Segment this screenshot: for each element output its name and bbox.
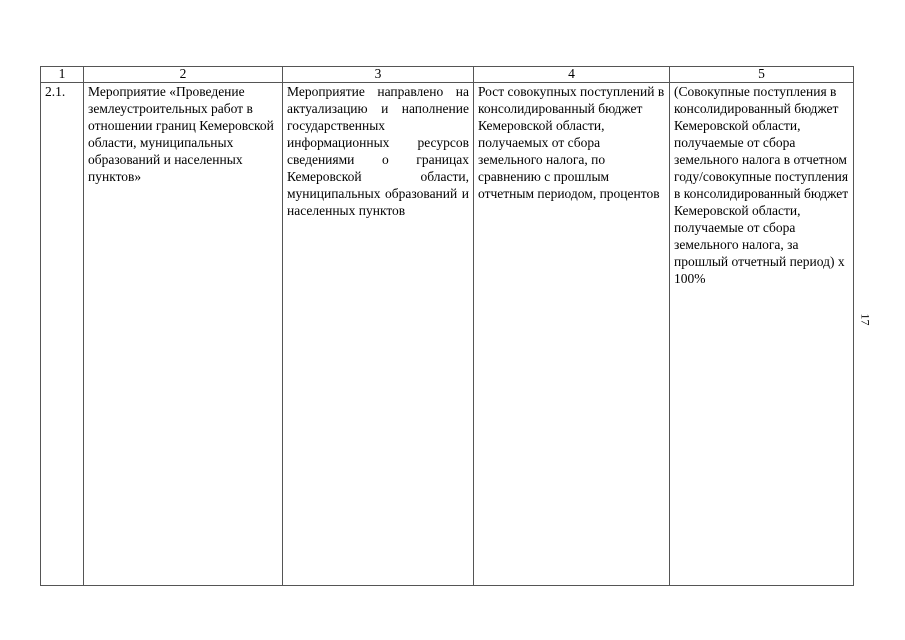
- indicators-table: [40, 66, 854, 586]
- header-cell-1: 1: [41, 67, 84, 83]
- table-header-row: [41, 67, 854, 83]
- page-number: 17: [858, 313, 873, 326]
- event-name-cell: Мероприятие «Проведение землеустроительных работ в отношении границ Кемеровской области, муниципальных образований и населенных пунктов»: [84, 83, 283, 586]
- header-cell-4: 4: [474, 67, 670, 83]
- formula-cell: (Совокупные поступления в консолидированный бюджет Кемеровской области, получаемые от сбора земельного налога в отчетном году/совокупные поступления в консолидированный бюджет Кемеровской области, получаемые от сбора земельного налога, за прошлый отчетный период) x 100%: [670, 83, 854, 586]
- header-cell-5: 5: [670, 67, 854, 83]
- indicator-cell: Рост совокупных поступлений в консолидированный бюджет Кемеровской области, получаемых от сбора земельного налога, по сравнению с прошлым отчетным периодом, процентов: [474, 83, 670, 586]
- table-row: [41, 83, 854, 586]
- header-cell-3: 3: [283, 67, 474, 83]
- row-number-cell: 2.1.: [41, 83, 84, 586]
- header-cell-2: 2: [84, 67, 283, 83]
- event-description-cell: Мероприятие направлено на актуализацию и наполнение государственных информационных ресурсов сведениями о границах Кемеровской области, муниципальных образований и населенных пунктов: [283, 83, 474, 586]
